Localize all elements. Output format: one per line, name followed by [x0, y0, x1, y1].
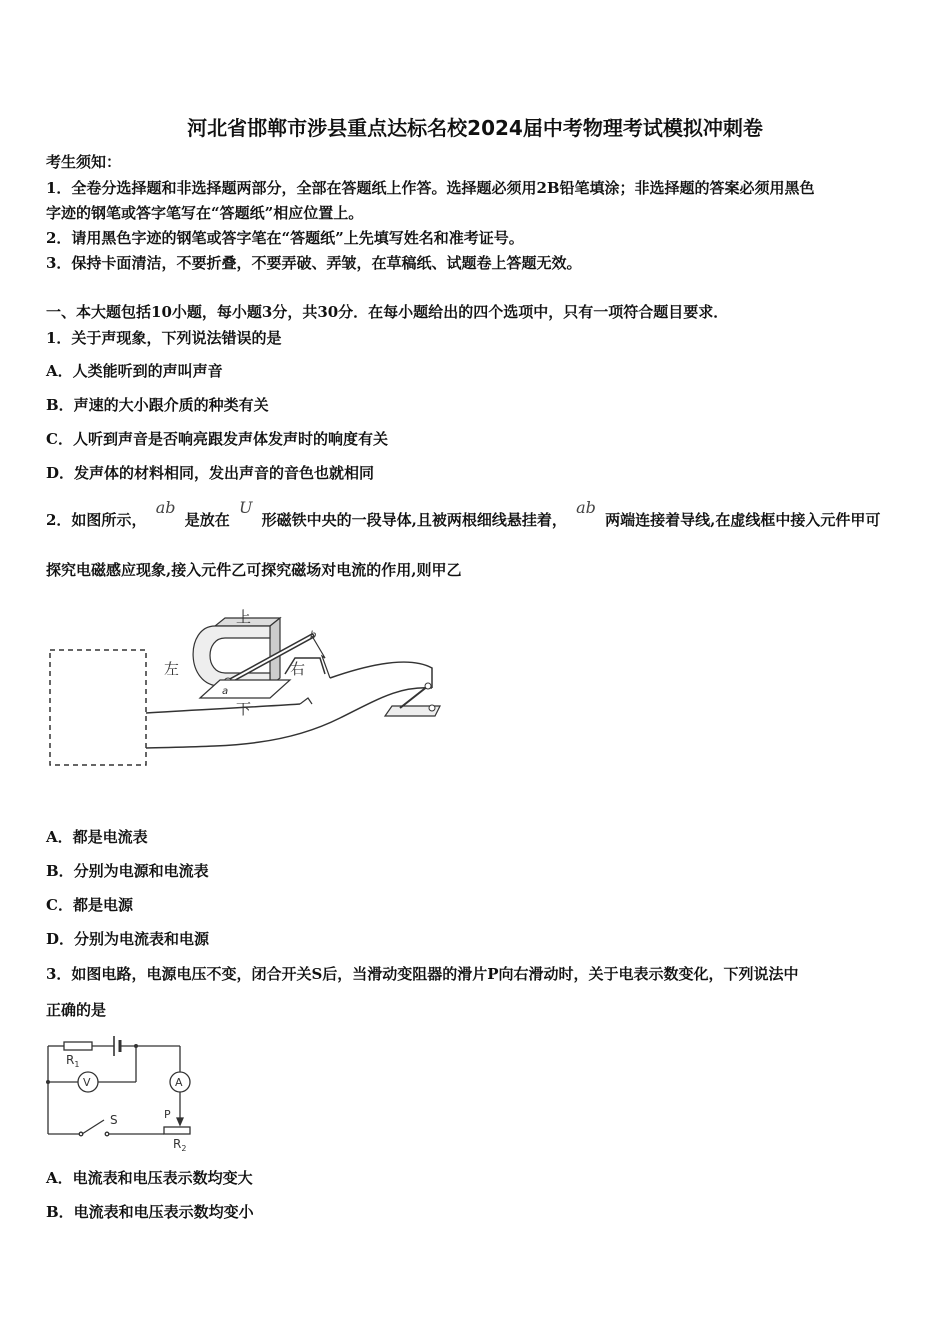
notice-heading: 考生须知：: [46, 153, 122, 171]
question-3-stem: 3．如图电路，电源电压不变，闭合开关S后，当滑动变阻器的滑片P向右滑动时，关于电表示数变化，下列说法中: [46, 965, 799, 983]
question-2-stem-line2: 探究电磁感应现象,接入元件乙可探究磁场对电流的作用,则甲乙: [46, 561, 462, 579]
clamp: [300, 698, 312, 704]
rheostat-r2: [164, 1127, 190, 1134]
label-s: S: [110, 1113, 118, 1127]
dashed-component-box: [50, 650, 146, 765]
q3-option-a: A．电流表和电压表示数均变大: [46, 1169, 253, 1187]
label-p: P: [164, 1108, 171, 1121]
u-magnet: [193, 626, 270, 686]
q3-option-b: B．电流表和电压表示数均变小: [46, 1203, 254, 1221]
switch-lever: [400, 686, 428, 708]
question-2-stem: [46, 498, 881, 530]
label-r2: [173, 1137, 186, 1153]
switch-s: [82, 1120, 104, 1134]
switch-pivot: [425, 683, 431, 689]
q2-option-b: B．分别为电源和电流表: [46, 862, 209, 880]
label-a: a: [222, 686, 229, 697]
symbol-u: U: [238, 498, 253, 517]
slider-arrow: [177, 1118, 183, 1125]
wire: [146, 688, 432, 748]
q2-text-2: 是放在: [184, 511, 230, 529]
q1-option-c: C．人听到声音是否响亮跟发声体发声时的响度有关: [46, 430, 388, 448]
wire: [146, 704, 300, 713]
page-title: 河北省邯郸市涉县重点达标名校2024届中考物理考试模拟冲刺卷: [187, 116, 763, 140]
junction: [134, 1044, 138, 1048]
q1-option-a: A．人类能听到的声叫声音: [46, 362, 223, 380]
symbol-ab: ab: [155, 498, 176, 517]
thread: [312, 636, 330, 678]
q2-option-c: C．都是电源: [46, 896, 133, 914]
label-r1: [66, 1053, 79, 1069]
switch-contact: [429, 705, 435, 711]
section-heading: 一、本大题包括10小题，每小题3分，共30分．在每小题给出的四个选项中，只有一项符合题目要求．: [46, 303, 729, 321]
question-3-stem-line2: 正确的是: [46, 1001, 107, 1019]
label-v: V: [83, 1076, 91, 1089]
switch-contact: [105, 1132, 109, 1136]
label-up: 上: [236, 608, 252, 626]
label-a: A: [175, 1076, 183, 1089]
question-1-stem: 1．关于声现象，下列说法错误的是: [46, 329, 282, 347]
label-r2-text: R: [173, 1137, 182, 1151]
label-r1-text: R: [66, 1053, 75, 1067]
q2-option-d: D．分别为电流表和电源: [46, 930, 210, 948]
q2-text-3: 形磁铁中央的一段导体,且被两根细线悬挂着，: [261, 511, 567, 529]
switch-contact: [79, 1132, 83, 1136]
q2-text-1: 2．如图所示，: [46, 511, 147, 529]
label-b: b: [310, 630, 317, 641]
wire: [330, 662, 432, 688]
label-right: 右: [290, 660, 306, 678]
label-down: 下: [236, 700, 252, 718]
junction: [46, 1080, 50, 1084]
notice-item: 2．请用黑色字迹的钢笔或答字笔在“答题纸”上先填写姓名和准考证号。: [46, 229, 524, 247]
label-left: 左: [164, 660, 180, 678]
notice-item: 3．保持卡面清洁，不要折叠，不要弄破、弄皱，在草稿纸、试题卷上答题无效。: [46, 254, 582, 272]
circuit-figure: [40, 1030, 210, 1155]
q2-text-4: 两端连接着导线,在虚线框中接入元件甲可: [605, 511, 881, 529]
symbol-ab: ab: [576, 498, 596, 517]
magnet-figure: [40, 598, 460, 778]
notice-item: 1．全卷分选择题和非选择题两部分，全部在答题纸上作答。选择题必须用2B铅笔填涂；非选择题的答案必须用黑色: [46, 179, 815, 197]
q2-option-a: A．都是电流表: [46, 828, 148, 846]
label-r1-sub: 1: [74, 1060, 80, 1069]
notice-item: 字迹的钢笔或答字笔写在“答题纸”相应位置上。: [46, 204, 364, 222]
resistor-r1: [64, 1042, 92, 1050]
label-r2-sub: 2: [181, 1144, 187, 1153]
q1-option-b: B．声速的大小跟介质的种类有关: [46, 396, 269, 414]
q1-option-d: D．发声体的材料相同，发出声音的音色也就相同: [46, 464, 375, 482]
